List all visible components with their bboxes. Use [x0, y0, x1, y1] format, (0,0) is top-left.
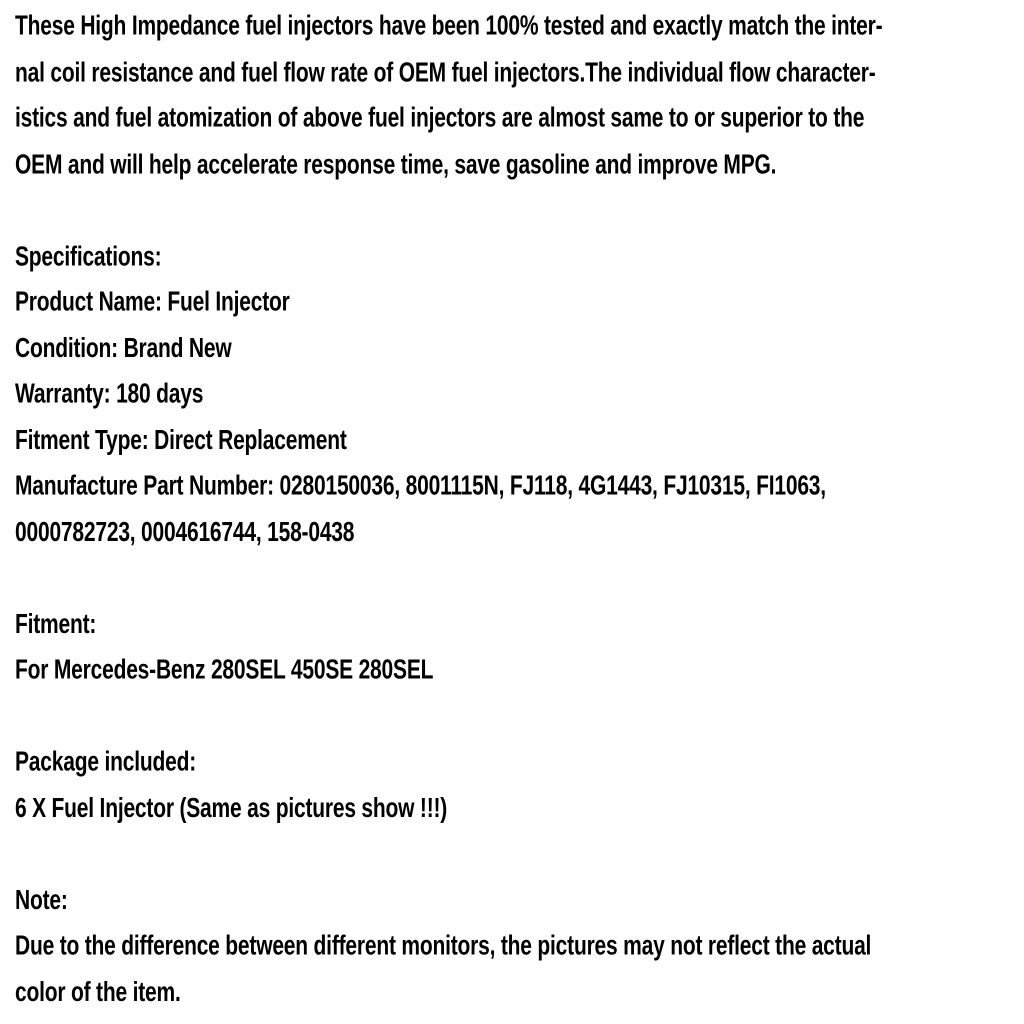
- spec-warranty: Warranty: 180 days: [15, 378, 204, 410]
- package-section: [15, 740, 1016, 832]
- fitment-section: [15, 602, 1016, 694]
- spec-fitment-type: Fitment Type: Direct Replacement: [15, 424, 347, 456]
- intro-paragraph: [15, 4, 1016, 188]
- package-contents: 6 X Fuel Injector (Same as pictures show !!!): [15, 792, 448, 824]
- spec-condition: Condition: Brand New: [15, 332, 232, 364]
- spec-part-numbers: Manufacture Part Number: 0280150036, 8001115N, FJ118, 4G1443, FJ10315, FI1063,: [15, 470, 826, 502]
- fitment-heading: Fitment:: [15, 608, 97, 640]
- specifications-heading: Specifications:: [15, 240, 162, 272]
- text-line: These High Impedance fuel injectors have been 100% tested and exactly match the inter-: [15, 10, 883, 42]
- note-heading: Note:: [15, 884, 68, 916]
- package-heading: Package included:: [15, 746, 196, 778]
- text-line: istics and fuel atomization of above fuel injectors are almost same to or superior to the: [15, 102, 865, 134]
- specifications-section: [15, 234, 1016, 556]
- note-text-line: color of the item.: [15, 976, 181, 1008]
- text-line: OEM and will help accelerate response time, save gasoline and improve MPG.: [15, 148, 777, 180]
- fitment-vehicles: For Mercedes-Benz 280SEL 450SE 280SEL: [15, 654, 434, 686]
- text-line: nal coil resistance and fuel flow rate of OEM fuel injectors.The individual flow character-: [15, 56, 876, 88]
- note-text-line: Due to the difference between different monitors, the pictures may not reflect the actual: [15, 930, 872, 962]
- spec-product-name: Product Name: Fuel Injector: [15, 286, 290, 318]
- spec-part-numbers-continued: 0000782723, 0004616744, 158-0438: [15, 516, 355, 548]
- note-section: [15, 878, 1016, 1016]
- product-description-text: [15, 4, 1016, 1016]
